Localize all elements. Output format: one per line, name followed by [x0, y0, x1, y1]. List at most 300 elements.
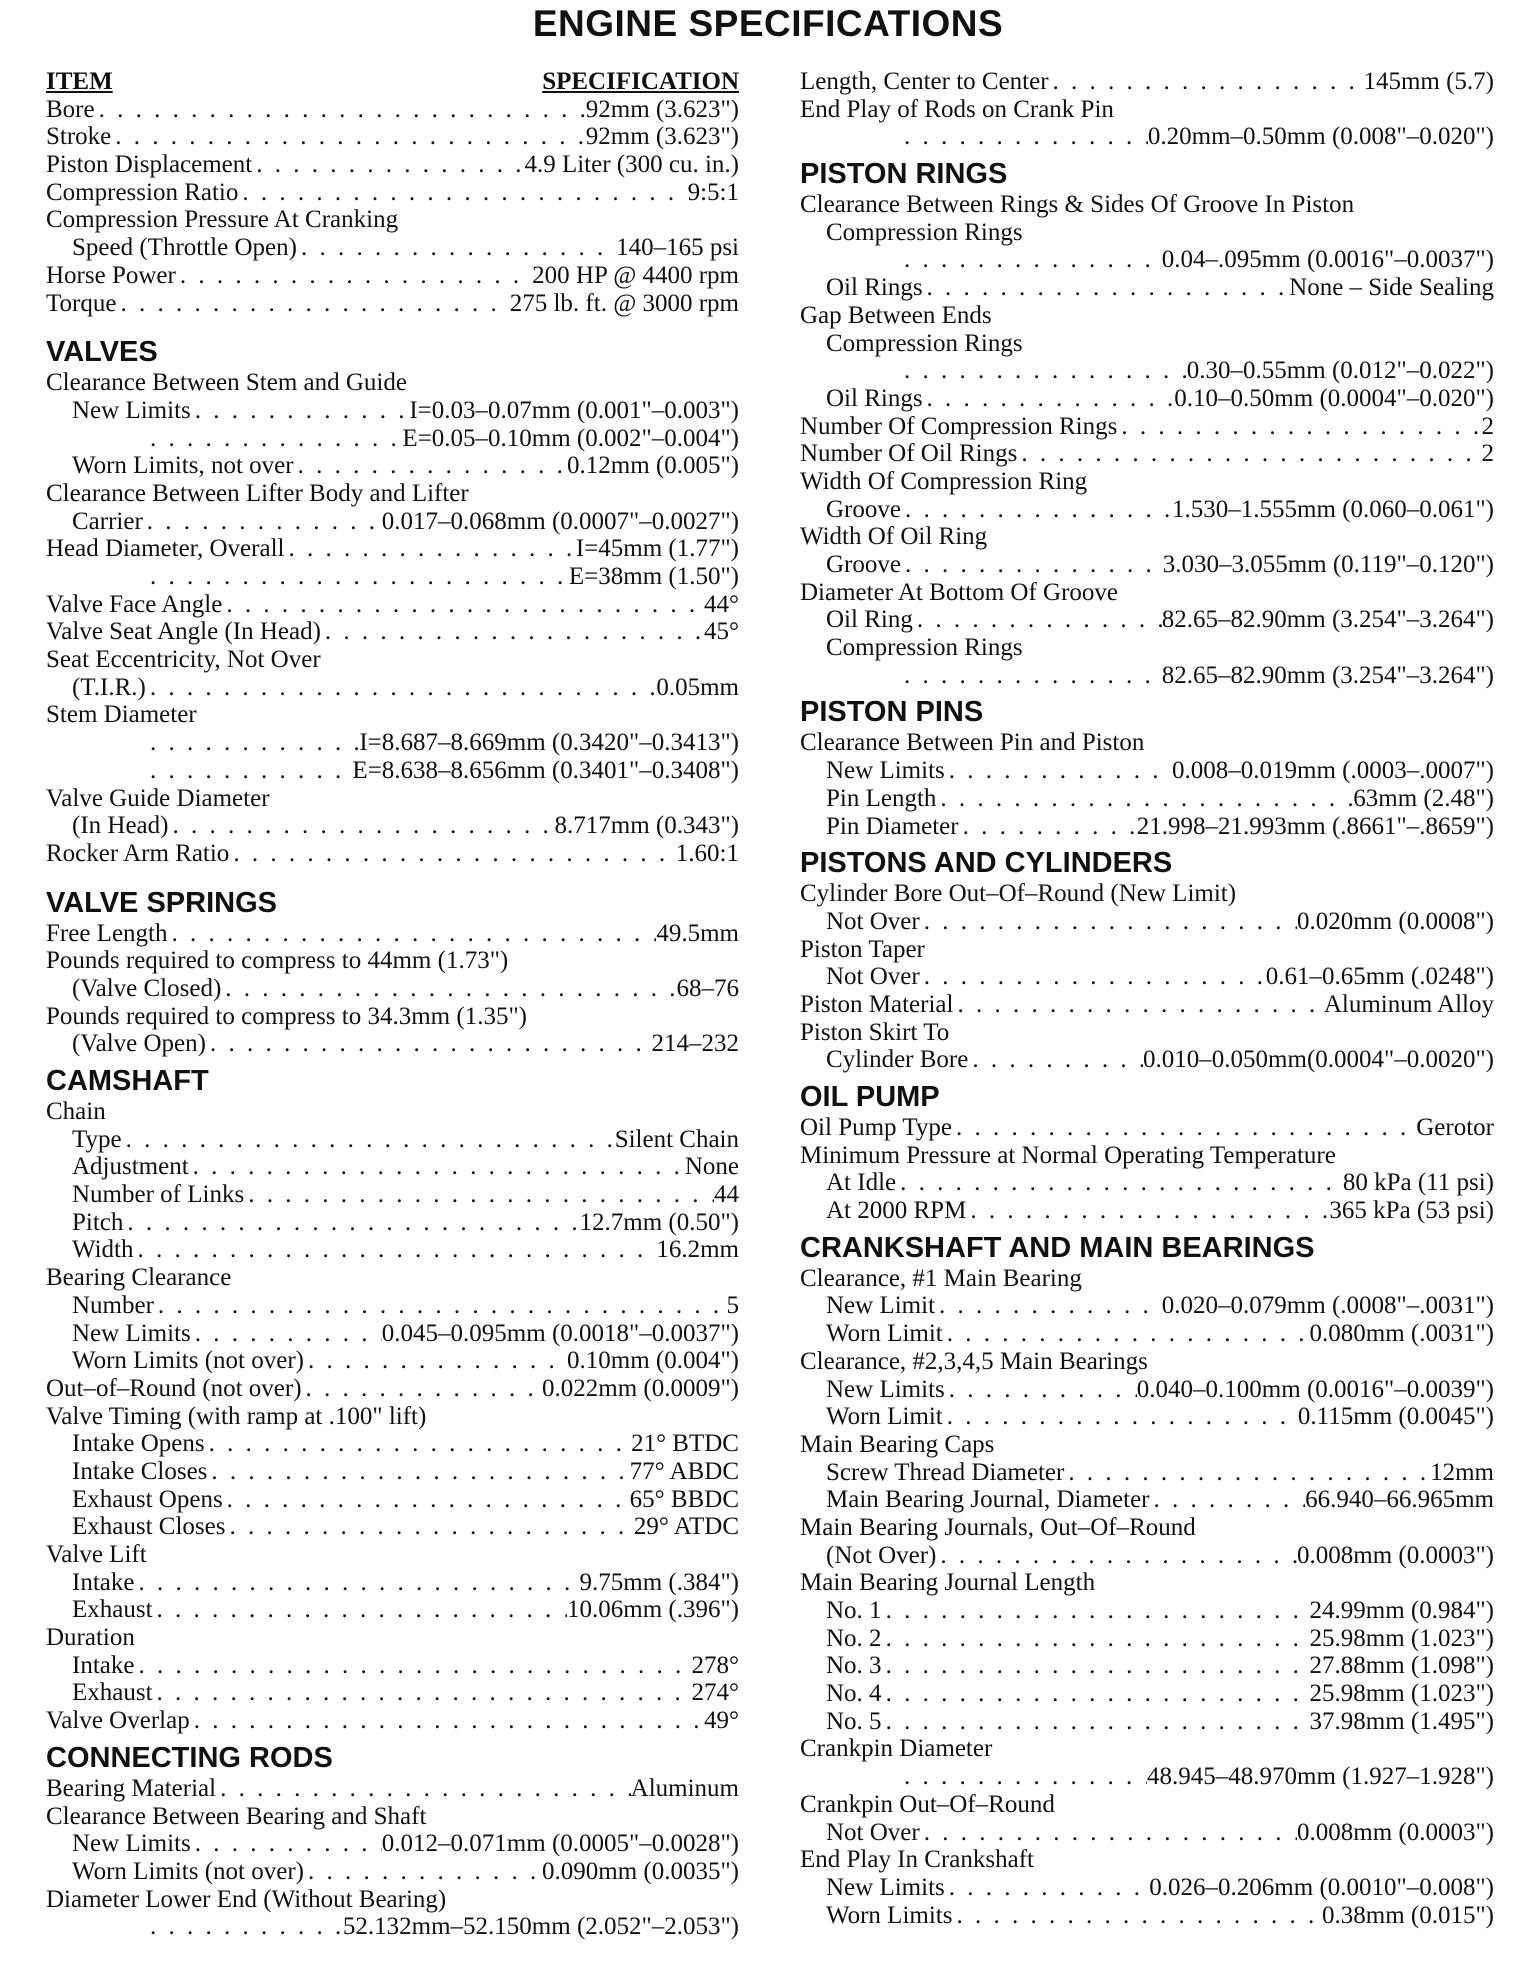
spec-label: Pin Length [826, 784, 937, 812]
dot-leader [222, 591, 704, 619]
spec-row [800, 991, 1494, 1019]
spec-value: 145mm (5.7) [1363, 68, 1494, 95]
dot-leader [167, 920, 656, 948]
spec-label: Number Of Compression Rings [800, 412, 1118, 440]
spec-label: Number [72, 1291, 154, 1319]
spec-value: 8.717mm (0.343") [554, 812, 739, 840]
dot-leader [936, 785, 1353, 813]
spec-label: Intake Closes [72, 1457, 208, 1485]
spec-row [46, 1292, 739, 1320]
spec-row [800, 1874, 1494, 1902]
spec-label: Intake Opens [72, 1430, 205, 1458]
spec-value: 77° ABDC [629, 1457, 739, 1485]
spec-value: 9:5:1 [687, 178, 739, 206]
spec-label: Valve Overlap [46, 1707, 190, 1735]
dot-leader [153, 1596, 567, 1624]
spec-value: E=0.05–0.10mm (0.002"–0.004") [402, 424, 739, 452]
spec-value: 10.06mm (.396") [567, 1596, 739, 1624]
spec-row [46, 1513, 739, 1541]
dot-leader [205, 1430, 631, 1458]
spec-value: 200 HP @ 4400 rpm [532, 261, 739, 289]
spec-value: None – Side Sealing [1289, 274, 1494, 302]
spec-row [46, 1913, 739, 1941]
spec-row: Minimum Pressure at Normal Operating Temperature [800, 1141, 1336, 1169]
spec-row: Seat Eccentricity, Not Over [46, 646, 321, 674]
spec-value: 0.022mm (0.0009") [542, 1374, 739, 1402]
spec-row [800, 1046, 1494, 1074]
table-header [46, 68, 739, 96]
spec-value: 68–76 [676, 974, 739, 1002]
spec-value: Aluminum [630, 1774, 739, 1802]
spec-value: Silent Chain [614, 1125, 739, 1153]
dot-leader [46, 757, 352, 785]
spec-row [46, 96, 739, 124]
dot-leader [297, 234, 616, 262]
spec-value: 5 [726, 1291, 739, 1319]
spec-row [46, 508, 739, 536]
dot-leader [936, 1542, 1297, 1570]
spec-row [800, 385, 1494, 413]
dot-leader [800, 1763, 1147, 1791]
spec-value: E=8.638–8.656mm (0.3401"–0.3408") [352, 756, 739, 784]
spec-row [46, 1347, 739, 1375]
spec-label: Number of Links [72, 1181, 245, 1209]
spec-label: At 2000 RPM [826, 1197, 967, 1225]
spec-label: New Limits [826, 757, 945, 785]
spec-value: 0.05mm [656, 673, 739, 701]
spec-row [800, 1292, 1494, 1320]
spec-row: Duration [46, 1624, 135, 1652]
spec-row: Clearance, #1 Main Bearing [800, 1264, 1082, 1292]
spec-row [46, 1486, 739, 1514]
spec-label: At Idle [826, 1169, 897, 1197]
spec-row [46, 1830, 739, 1858]
spec-label: Valve Seat Angle (In Head) [46, 618, 321, 646]
spec-value: 140–165 psi [616, 234, 739, 262]
spec-row [46, 1858, 739, 1886]
spec-label: Piston Displacement [46, 151, 253, 179]
dot-leader [1117, 413, 1481, 441]
spec-row [46, 1775, 739, 1803]
dot-leader [46, 563, 569, 591]
section-heading-crankshaft: CRANKSHAFT AND MAIN BEARINGS [800, 1231, 1315, 1264]
dot-leader [191, 1320, 382, 1348]
spec-label: Free Length [46, 919, 168, 947]
dot-leader [920, 963, 1266, 991]
spec-row: Bearing Clearance [46, 1264, 232, 1292]
page-title: ENGINE SPECIFICATIONS [532, 3, 1004, 44]
spec-row: Piston Taper [800, 935, 925, 963]
dot-leader [294, 452, 567, 480]
spec-label: Intake [72, 1568, 135, 1596]
spec-value: 0.020–0.079mm (.0008"–.0031") [1161, 1292, 1494, 1320]
section-heading-oil-pump: OIL PUMP [800, 1081, 940, 1113]
spec-label: Not Over [826, 907, 920, 935]
spec-label: Type [72, 1125, 122, 1153]
dot-leader [800, 662, 1162, 690]
spec-value: 82.65–82.90mm (3.254"–3.264") [1161, 606, 1494, 634]
spec-label: Compression Ratio [46, 178, 239, 206]
spec-row [46, 1430, 739, 1458]
spec-row [800, 123, 1494, 151]
spec-value: 0.10–0.50mm (0.0004"–0.020") [1174, 384, 1494, 412]
spec-value: 0.010–0.050mm(0.0004"–0.0020") [1143, 1046, 1494, 1074]
spec-row [800, 1376, 1494, 1404]
spec-row: Main Bearing Journal Length [800, 1569, 1096, 1597]
spec-row [800, 606, 1494, 634]
spec-label: Oil Pump Type [800, 1114, 952, 1141]
dot-leader [945, 1874, 1150, 1902]
spec-row: Main Bearing Caps [800, 1430, 995, 1458]
dot-leader [901, 551, 1163, 579]
spec-label: New Limits [826, 1873, 945, 1901]
spec-label: No. 1 [826, 1597, 882, 1624]
dot-leader [882, 1625, 1310, 1653]
spec-label: Main Bearing Journal, Diameter [826, 1486, 1150, 1514]
spec-value: 65° BBDC [629, 1485, 739, 1513]
spec-row [46, 1030, 739, 1058]
dot-leader [238, 179, 687, 207]
spec-label: Not Over [826, 1818, 920, 1846]
dot-leader [923, 385, 1175, 413]
spec-label: (Valve Closed) [72, 974, 222, 1002]
dot-leader [943, 1320, 1310, 1348]
spec-row: Valve Timing (with ramp at .100" lift) [46, 1402, 427, 1430]
spec-value: 37.98mm (1.495") [1309, 1707, 1494, 1735]
spec-value: 0.008mm (0.0003") [1297, 1541, 1494, 1569]
spec-label: No. 2 [826, 1624, 882, 1652]
spec-value: 0.12mm (0.005") [567, 452, 739, 480]
spec-row [46, 1707, 739, 1735]
spec-value: I=8.687–8.669mm (0.3420"–0.3413") [359, 729, 739, 757]
section-heading-pistons-cylinders: PISTONS AND CYLINDERS [800, 847, 1173, 880]
spec-row [800, 1169, 1494, 1197]
spec-row [46, 1375, 739, 1403]
spec-label: Width [72, 1236, 134, 1264]
dot-leader [46, 425, 402, 453]
spec-row [46, 1153, 739, 1181]
dot-leader [191, 1830, 382, 1858]
spec-label: Out–of–Round (not over) [46, 1374, 302, 1402]
dot-leader [111, 123, 585, 151]
spec-value: 0.040–0.100mm (0.0016"–0.0039") [1136, 1375, 1494, 1403]
spec-row [800, 551, 1494, 579]
spec-label: Exhaust [72, 1596, 153, 1624]
spec-label: Stroke [46, 123, 112, 151]
spec-value: 275 lb. ft. @ 3000 rpm [509, 289, 739, 317]
spec-row [800, 1708, 1494, 1736]
spec-value: 2 [1481, 412, 1494, 440]
dot-leader [935, 1292, 1162, 1320]
spec-row [46, 1458, 739, 1486]
spec-value: 21.998–21.993mm (.8661"–.8659") [1136, 812, 1494, 840]
header-specification: SPECIFICATION [542, 68, 739, 95]
dot-leader [901, 496, 1172, 524]
dot-leader [46, 1913, 343, 1941]
spec-value: 66.940–66.965mm [1305, 1486, 1494, 1514]
spec-value: 1.60:1 [675, 839, 739, 867]
spec-value: 16.2mm [656, 1236, 739, 1264]
spec-label: Worn Limits, not over [72, 452, 294, 480]
spec-row [800, 1902, 1494, 1930]
section-heading-camshaft: CAMSHAFT [46, 1065, 209, 1098]
dot-leader [46, 729, 359, 757]
spec-row: Clearance Between Pin and Piston [800, 729, 1145, 757]
spec-value: 0.04–.095mm (0.0016"–0.0037") [1161, 246, 1494, 274]
spec-row [800, 1197, 1494, 1225]
spec-row: End Play of Rods on Crank Pin [800, 95, 1114, 123]
spec-row [46, 1209, 739, 1237]
spec-value: 21° BTDC [631, 1430, 739, 1458]
spec-row: Stem Diameter [46, 701, 197, 729]
spec-row [46, 1320, 739, 1348]
spec-row [46, 234, 739, 262]
dot-leader [146, 674, 657, 702]
spec-value: 25.98mm (1.023") [1309, 1624, 1494, 1652]
dot-leader [122, 1126, 615, 1154]
dot-leader [284, 535, 575, 563]
spec-value: 0.61–0.65mm (.0248") [1265, 963, 1494, 991]
spec-label: No. 5 [826, 1707, 882, 1735]
spec-row [46, 535, 739, 563]
spec-row [800, 662, 1494, 690]
spec-row [46, 1569, 739, 1597]
spec-row [800, 246, 1494, 274]
spec-row: Compression Rings [826, 634, 1023, 662]
spec-row [46, 397, 739, 425]
spec-row [800, 440, 1494, 468]
spec-row: Clearance Between Bearing and Shaft [46, 1802, 427, 1830]
spec-row [800, 1763, 1494, 1791]
dot-leader [168, 812, 554, 840]
spec-row [46, 975, 739, 1003]
dot-leader [913, 606, 1162, 634]
spec-value: 0.10mm (0.004") [567, 1347, 739, 1375]
spec-value: 214–232 [651, 1030, 739, 1058]
spec-label: Oil Rings [826, 384, 923, 412]
spec-value: 0.38mm (0.015") [1322, 1901, 1494, 1929]
spec-label: Oil Rings [826, 274, 923, 302]
spec-label: Bore [46, 95, 95, 123]
spec-row: Compression Rings [826, 329, 1023, 357]
dot-leader [221, 975, 676, 1003]
spec-value: 27.88mm (1.098") [1309, 1652, 1494, 1680]
dot-leader [190, 1707, 704, 1735]
dot-leader [923, 274, 1290, 302]
spec-value: 0.090mm (0.0035") [542, 1857, 739, 1885]
spec-row [46, 591, 739, 619]
spec-label: (Not Over) [826, 1541, 937, 1569]
spec-value: 80 kPa (11 psi) [1342, 1169, 1494, 1197]
section-heading-valve-springs: VALVE SPRINGS [46, 886, 277, 919]
spec-row: Valve Guide Diameter [46, 784, 270, 812]
spec-row [800, 274, 1494, 302]
spec-row [46, 812, 739, 840]
spec-row: Diameter At Bottom Of Groove [800, 578, 1118, 606]
spec-row [46, 151, 739, 179]
dot-leader [191, 397, 410, 425]
section-heading-connecting-rods: CONNECTING RODS [46, 1741, 333, 1774]
spec-value: 44° [704, 590, 739, 618]
dot-leader [304, 1347, 567, 1375]
spec-value: 12mm [1430, 1458, 1494, 1486]
dot-leader [800, 246, 1162, 274]
dot-leader [95, 96, 586, 124]
spec-row [800, 1320, 1494, 1348]
spec-label: Valve Face Angle [46, 590, 223, 618]
spec-row [46, 920, 739, 948]
spec-value: Aluminum Alloy [1323, 990, 1494, 1018]
spec-row [46, 262, 739, 290]
dot-leader [952, 1902, 1322, 1930]
dot-leader [225, 1513, 633, 1541]
spec-label: Oil Ring [826, 606, 913, 634]
spec-value: 365 kPa (53 psi) [1329, 1197, 1494, 1225]
spec-label: Bearing Material [46, 1774, 217, 1802]
spec-label: New Limits [826, 1375, 945, 1403]
spec-value: 0.026–0.206mm (0.0010"–0.008") [1149, 1873, 1494, 1901]
spec-label: Speed (Throttle Open) [72, 234, 297, 262]
spec-value: 0.008mm (0.0003") [1297, 1818, 1494, 1846]
spec-row [46, 1126, 739, 1154]
spec-value: 274° [691, 1679, 739, 1707]
spec-row [46, 840, 739, 868]
dot-leader [207, 1458, 629, 1486]
spec-label: New Limits [72, 1319, 191, 1347]
dot-leader [882, 1680, 1310, 1708]
spec-row [46, 1679, 739, 1707]
spec-row [800, 785, 1494, 813]
spec-label: Intake [72, 1651, 135, 1679]
spec-row [800, 963, 1494, 991]
spec-row: Compression Rings [826, 218, 1023, 246]
spec-row: Valve Lift [46, 1541, 147, 1569]
spec-row [800, 908, 1494, 936]
spec-label: Adjustment [72, 1153, 189, 1181]
spec-label: Number Of Oil Rings [800, 440, 1018, 468]
section-heading-valves: VALVES [46, 336, 158, 369]
spec-value: 278° [691, 1651, 739, 1679]
spec-row [46, 674, 739, 702]
dot-leader [966, 1197, 1329, 1225]
spec-value: 25.98mm (1.023") [1309, 1680, 1494, 1708]
spec-value: I=45mm (1.77") [575, 535, 739, 563]
dot-leader [304, 1858, 542, 1886]
spec-value: 45° [704, 618, 739, 646]
spec-label: New Limits [72, 396, 191, 424]
spec-label: Exhaust Opens [72, 1485, 223, 1513]
spec-row: Width Of Compression Ring [800, 467, 1088, 495]
dot-leader [1049, 68, 1364, 96]
dot-leader [321, 618, 704, 646]
dot-leader [800, 357, 1187, 385]
spec-row: Crankpin Diameter [800, 1735, 993, 1763]
spec-row: Crankpin Out–Of–Round [800, 1790, 1055, 1818]
spec-value: 0.008–0.019mm (.0003–.0007") [1172, 757, 1494, 785]
dot-leader [968, 1046, 1143, 1074]
spec-value: 0.115mm (0.0045") [1297, 1403, 1494, 1431]
spec-label: Exhaust [72, 1679, 153, 1707]
spec-row: Gap Between Ends [800, 301, 992, 329]
header-item: ITEM [46, 68, 113, 95]
spec-value: I=0.03–0.07mm (0.001"–0.003") [409, 396, 739, 424]
dot-leader [134, 1652, 691, 1680]
spec-row [46, 563, 739, 591]
spec-label: New Limit [826, 1292, 936, 1320]
spec-row [800, 757, 1494, 785]
dot-leader [229, 840, 675, 868]
spec-label: New Limits [72, 1830, 191, 1858]
spec-label: Cylinder Bore [826, 1046, 969, 1074]
spec-label: Worn Limits (not over) [72, 1347, 304, 1375]
dot-leader [134, 1569, 579, 1597]
spec-value: 0.080mm (.0031") [1309, 1320, 1494, 1348]
dot-leader [959, 813, 1137, 841]
spec-value: 44 [714, 1181, 739, 1209]
spec-row [800, 1486, 1494, 1514]
spec-label: Worn Limits (not over) [72, 1857, 304, 1885]
spec-value: 9.75mm (.384") [579, 1568, 739, 1596]
spec-label: Not Over [826, 963, 920, 991]
spec-row: Clearance Between Lifter Body and Lifter [46, 479, 469, 507]
dot-leader [223, 1486, 630, 1514]
spec-value: 92mm (3.623") [585, 123, 739, 151]
spec-label: Pin Diameter [826, 812, 959, 840]
spec-row [800, 357, 1494, 385]
dot-leader [116, 290, 509, 318]
dot-leader [1064, 1459, 1430, 1487]
spec-value: 4.9 Liter (300 cu. in.) [524, 151, 739, 179]
spec-label: Worn Limit [826, 1320, 943, 1348]
dot-leader [153, 1679, 692, 1707]
spec-row: Piston Skirt To [800, 1018, 950, 1046]
spec-value: 2 [1481, 440, 1494, 468]
spec-label: Exhaust Closes [72, 1513, 226, 1541]
spec-label: Length, Center to Center [800, 68, 1049, 95]
spec-value: 49° [704, 1707, 739, 1735]
dot-leader [1150, 1486, 1306, 1514]
spec-row [46, 1652, 739, 1680]
spec-row [800, 1459, 1494, 1487]
spec-row [800, 68, 1494, 96]
spec-row [800, 1114, 1494, 1142]
dot-leader [134, 1236, 657, 1264]
spec-value: 63mm (2.48") [1353, 784, 1494, 812]
spec-value: E=38mm (1.50") [568, 563, 739, 591]
dot-leader [143, 508, 382, 536]
dot-leader [882, 1708, 1310, 1736]
spec-row: Clearance Between Rings & Sides Of Groove In Piston [800, 191, 1355, 219]
spec-label: Worn Limit [826, 1403, 943, 1431]
spec-label: Worn Limits [826, 1901, 953, 1929]
spec-row [46, 123, 739, 151]
spec-row: Diameter Lower End (Without Bearing) [46, 1885, 447, 1913]
spec-row [800, 496, 1494, 524]
dot-leader [206, 1030, 652, 1058]
spec-value: None [684, 1153, 739, 1181]
spec-row [800, 1542, 1494, 1570]
spec-value: 0.012–0.071mm (0.0005"–0.0028") [381, 1830, 739, 1858]
spec-label: Head Diameter, Overall [46, 535, 285, 563]
spec-value: 92mm (3.623") [585, 95, 739, 123]
dot-leader [302, 1375, 542, 1403]
spec-row: Compression Pressure At Cranking [46, 206, 399, 234]
spec-value: 24.99mm (0.984") [1309, 1597, 1494, 1624]
dot-leader [123, 1209, 579, 1237]
dot-leader [189, 1153, 685, 1181]
dot-leader [176, 262, 532, 290]
spec-value: 0.020mm (0.0008") [1297, 907, 1494, 935]
